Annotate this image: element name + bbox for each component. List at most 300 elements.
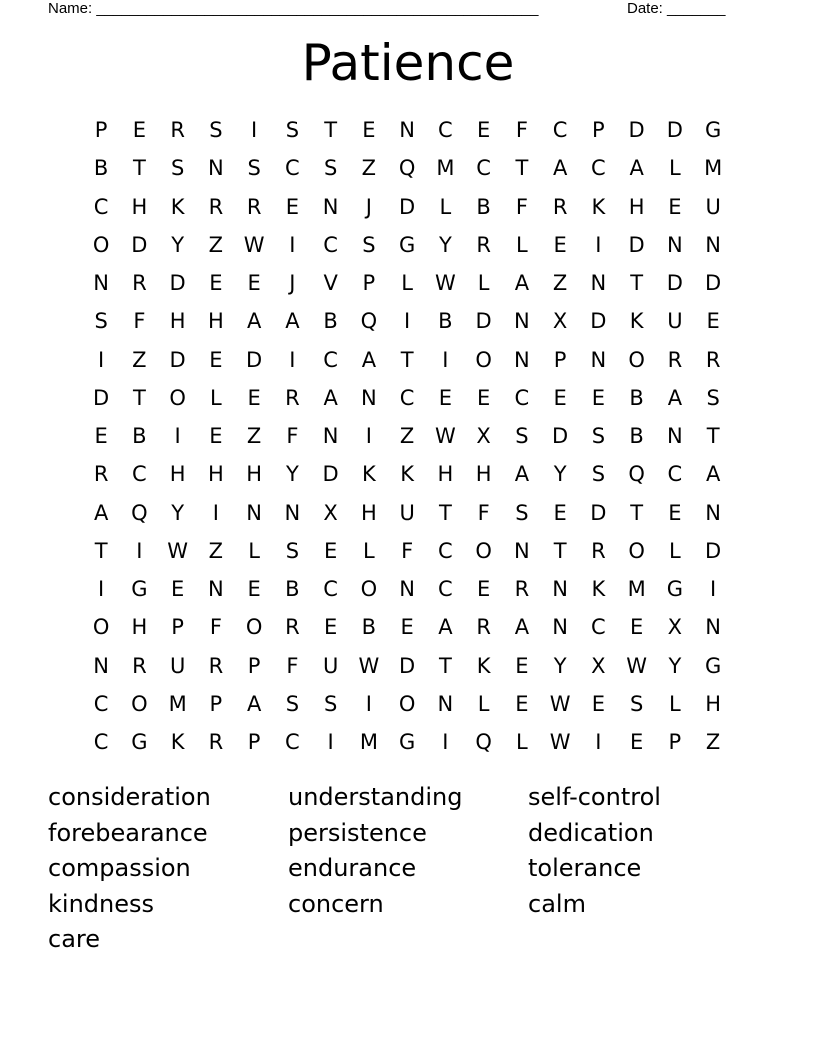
grid-letter: Y	[285, 462, 299, 487]
grid-letter: M	[436, 156, 455, 181]
grid-letter: T	[400, 347, 414, 372]
grid-letter: O	[92, 232, 110, 257]
grid-letter: K	[591, 194, 606, 219]
word-list	[48, 780, 768, 958]
grid-letter: N	[361, 385, 377, 410]
grid-letter: C	[323, 347, 338, 372]
grid-letter: E	[668, 500, 682, 525]
grid-letter: K	[170, 730, 185, 755]
grid-letter: L	[669, 691, 681, 716]
grid-letter: N	[590, 347, 607, 372]
grid-letter: I	[174, 424, 181, 449]
grid-letter: A	[514, 462, 530, 487]
word-list-item: kindness	[48, 889, 154, 918]
grid-letter: I	[595, 730, 602, 755]
grid-letter: H	[360, 500, 377, 525]
grid-letter: E	[706, 309, 720, 334]
grid-letter: A	[705, 462, 721, 487]
grid-letter: P	[209, 691, 223, 716]
grid-letter: O	[475, 347, 492, 372]
grid-letter: R	[285, 385, 300, 410]
grid-letter: W	[549, 730, 571, 755]
grid-letter: E	[668, 194, 682, 219]
grid-letter: Y	[553, 653, 567, 678]
grid-letter: S	[170, 156, 185, 181]
grid-letter: X	[552, 309, 568, 334]
grid-letter: B	[476, 194, 491, 219]
grid-letter: Q	[398, 156, 416, 181]
grid-letter: I	[442, 347, 449, 372]
grid-letter: L	[669, 156, 681, 181]
grid-letter: Y	[438, 232, 452, 257]
grid-letter: G	[704, 118, 722, 143]
grid-letter: S	[629, 691, 644, 716]
grid-letter: D	[590, 500, 607, 525]
word-list-item: calm	[528, 889, 586, 918]
grid-letter: U	[322, 653, 339, 678]
grid-letter: E	[400, 615, 414, 640]
grid-letter: E	[438, 385, 453, 410]
grid-letter: H	[437, 462, 454, 487]
grid-letter: A	[285, 309, 300, 334]
grid-letter: C	[591, 615, 606, 640]
grid-letter: E	[209, 271, 223, 296]
grid-letter: N	[514, 309, 530, 334]
grid-letter: I	[98, 577, 105, 602]
grid-letter: H	[246, 462, 263, 487]
grid-letter: T	[132, 156, 146, 181]
grid-letter: O	[169, 385, 186, 410]
grid-letter: I	[289, 232, 296, 257]
grid-letter: P	[553, 347, 567, 372]
grid-letter: E	[591, 691, 606, 716]
grid-letter: E	[247, 271, 261, 296]
grid-letter: S	[323, 691, 338, 716]
grid-letter: D	[666, 118, 683, 143]
grid-letter: E	[553, 385, 567, 410]
grid-letter: B	[93, 156, 109, 181]
grid-letter: L	[439, 194, 452, 219]
grid-letter: W	[549, 691, 571, 716]
grid-letter: F	[477, 500, 490, 525]
grid-letter: C	[667, 462, 683, 487]
grid-letter: N	[552, 577, 568, 602]
grid-letter: R	[208, 194, 224, 219]
grid-letter: D	[552, 424, 569, 449]
grid-letter: U	[399, 500, 415, 525]
grid-letter: K	[170, 194, 185, 219]
grid-letter: N	[322, 424, 339, 449]
word-list-item: understanding	[288, 783, 463, 811]
grid-letter: B	[323, 309, 338, 334]
grid-letter: M	[359, 730, 378, 755]
grid-letter: E	[247, 385, 261, 410]
grid-letter: C	[438, 118, 453, 143]
grid-letter: H	[475, 462, 492, 487]
grid-letter: U	[705, 194, 721, 219]
grid-letter: N	[399, 577, 415, 602]
grid-letter: R	[246, 194, 262, 219]
grid-letter: Y	[668, 653, 682, 678]
grid-letter: W	[626, 653, 647, 678]
grid-letter: B	[132, 424, 147, 449]
grid-letter: S	[362, 232, 376, 257]
grid-letter: H	[169, 309, 186, 334]
grid-letter: F	[286, 653, 299, 678]
grid-letter: I	[404, 309, 411, 334]
grid-letter: T	[706, 424, 720, 449]
grid-letter: M	[168, 691, 187, 716]
grid-letter: A	[552, 156, 568, 181]
grid-letter: S	[515, 424, 529, 449]
grid-letter: I	[212, 500, 219, 525]
grid-letter: T	[630, 500, 644, 525]
grid-letter: N	[284, 500, 301, 525]
grid-letter: T	[94, 538, 108, 563]
grid-letter: I	[251, 118, 258, 143]
grid-letter: C	[438, 538, 453, 563]
grid-letter: L	[210, 385, 222, 410]
grid-letter: W	[243, 232, 265, 257]
grid-letter: J	[365, 194, 372, 219]
grid-letter: S	[515, 500, 529, 525]
grid-letter: G	[704, 653, 722, 678]
grid-letter: E	[515, 653, 529, 678]
grid-letter: K	[591, 577, 606, 602]
grid-letter: I	[442, 730, 449, 755]
word-list-item: persistence	[288, 818, 427, 847]
grid-letter: D	[628, 232, 645, 257]
page-title: Patience	[301, 34, 515, 92]
grid-letter: N	[208, 577, 224, 602]
grid-letter: L	[363, 538, 375, 563]
grid-letter: F	[401, 538, 414, 563]
word-list-item: concern	[288, 889, 384, 918]
grid-letter: S	[285, 691, 300, 716]
grid-letter: S	[94, 309, 108, 334]
grid-letter: R	[132, 653, 147, 678]
grid-letter: H	[131, 194, 148, 219]
grid-letter: H	[207, 462, 224, 487]
grid-letter: A	[246, 691, 262, 716]
grid-letter: B	[629, 385, 644, 410]
grid-letter: E	[362, 118, 376, 143]
grid-letter: O	[628, 347, 645, 372]
grid-letter: H	[628, 194, 645, 219]
grid-letter: I	[710, 577, 717, 602]
grid-letter: C	[285, 730, 300, 755]
grid-letter: E	[323, 538, 338, 563]
word-list-item: compassion	[48, 854, 191, 883]
grid-letter: O	[398, 691, 416, 716]
grid-letter: U	[169, 653, 186, 678]
grid-letter: O	[131, 691, 148, 716]
grid-letter: C	[93, 730, 109, 755]
grid-letter: H	[169, 462, 186, 487]
grid-letter: A	[246, 309, 262, 334]
grid-letter: L	[401, 271, 413, 296]
grid-letter: A	[629, 156, 644, 181]
grid-letter: I	[327, 730, 334, 755]
grid-letter: L	[477, 271, 490, 296]
grid-letter: L	[248, 538, 260, 563]
grid-letter: D	[590, 309, 607, 334]
grid-letter: K	[400, 462, 415, 487]
grid-letter: N	[246, 500, 262, 525]
grid-letter: Z	[361, 156, 377, 181]
grid-letter: C	[591, 156, 606, 181]
grid-letter: C	[476, 156, 491, 181]
grid-letter: C	[285, 156, 300, 181]
grid-letter: E	[132, 118, 147, 143]
grid-letter: E	[591, 385, 606, 410]
grid-letter: D	[475, 309, 492, 334]
grid-letter: E	[553, 500, 567, 525]
grid-letter: Y	[171, 232, 185, 257]
grid-letter: O	[628, 538, 645, 563]
grid-letter: Q	[628, 462, 645, 487]
grid-letter: P	[247, 730, 261, 755]
grid-letter: A	[323, 385, 338, 410]
grid-letter: T	[553, 538, 567, 563]
grid-letter: Y	[171, 500, 185, 525]
grid-letter: H	[207, 309, 224, 334]
grid-letter: R	[514, 577, 530, 602]
grid-letter: T	[324, 118, 338, 143]
grid-letter: A	[514, 271, 530, 296]
grid-letter: R	[208, 730, 224, 755]
grid-letter: S	[285, 538, 300, 563]
grid-letter: I	[289, 347, 296, 372]
grid-letter: C	[323, 232, 338, 257]
grid-letter: S	[591, 424, 606, 449]
grid-letter: A	[514, 615, 530, 640]
grid-letter: F	[133, 309, 146, 334]
word-list-item: dedication	[528, 818, 654, 847]
grid-letter: C	[323, 577, 338, 602]
grid-letter: F	[286, 424, 299, 449]
grid-letter: N	[208, 156, 224, 181]
grid-letter: F	[209, 615, 222, 640]
grid-letter: C	[514, 385, 530, 410]
grid-letter: C	[552, 118, 568, 143]
grid-letter: E	[285, 194, 300, 219]
grid-letter: C	[93, 194, 109, 219]
grid-letter: E	[323, 615, 338, 640]
grid-letter: B	[438, 309, 453, 334]
grid-letter: V	[323, 271, 338, 296]
grid-letter: N	[705, 500, 721, 525]
grid-letter: E	[476, 385, 491, 410]
grid-letter: R	[705, 347, 721, 372]
grid-letter: A	[361, 347, 377, 372]
word-list-item: forebearance	[48, 818, 208, 847]
grid-letter: P	[247, 653, 261, 678]
grid-letter: S	[591, 462, 606, 487]
grid-letter: C	[93, 691, 109, 716]
word-list-item: consideration	[48, 783, 211, 811]
word-list-item: care	[48, 925, 101, 954]
grid-letter: W	[167, 538, 188, 563]
grid-letter: O	[245, 615, 263, 640]
grid-letter: P	[668, 730, 682, 755]
grid-letter: N	[93, 653, 109, 678]
grid-letter: A	[667, 385, 683, 410]
grid-letter: B	[629, 424, 644, 449]
grid-letter: R	[552, 194, 568, 219]
grid-letter: Z	[246, 424, 262, 449]
grid-letter: N	[590, 271, 607, 296]
grid-letter: L	[516, 730, 528, 755]
grid-letter: D	[399, 194, 416, 219]
grid-letter: D	[705, 271, 722, 296]
grid-letter: E	[476, 577, 491, 602]
grid-letter: D	[169, 347, 186, 372]
grid-letter: N	[322, 194, 339, 219]
letter-grid	[82, 111, 732, 761]
grid-letter: K	[476, 653, 491, 678]
grid-letter: H	[131, 615, 148, 640]
grid-letter: G	[398, 730, 416, 755]
grid-letter: E	[170, 577, 185, 602]
grid-letter: W	[358, 653, 380, 678]
grid-letter: N	[705, 232, 721, 257]
grid-letter: E	[209, 347, 223, 372]
grid-letter: I	[136, 538, 143, 563]
grid-letter: R	[208, 653, 224, 678]
grid-letter: S	[323, 156, 338, 181]
grid-letter: D	[93, 385, 110, 410]
grid-letter: L	[477, 691, 490, 716]
grid-letter: S	[209, 118, 223, 143]
grid-letter: F	[515, 194, 528, 219]
grid-letter: G	[666, 577, 684, 602]
grid-letter: F	[515, 118, 528, 143]
grid-letter: Q	[131, 500, 148, 525]
grid-letter: T	[132, 385, 146, 410]
grid-letter: B	[285, 577, 300, 602]
grid-letter: D	[131, 232, 148, 257]
grid-letter: T	[630, 271, 644, 296]
grid-letter: K	[629, 309, 644, 334]
grid-letter: R	[285, 615, 300, 640]
grid-letter: X	[323, 500, 338, 525]
grid-letter: C	[132, 462, 147, 487]
word-list-item: tolerance	[528, 854, 642, 883]
grid-letter: G	[398, 232, 416, 257]
grid-letter: N	[667, 232, 683, 257]
grid-letter: Z	[208, 232, 224, 257]
grid-letter: R	[476, 615, 491, 640]
grid-letter: D	[666, 271, 683, 296]
grid-letter: C	[399, 385, 415, 410]
grid-letter: I	[365, 424, 372, 449]
grid-letter: Z	[705, 730, 721, 755]
grid-letter: P	[171, 615, 184, 640]
grid-letter: E	[553, 232, 567, 257]
name-field-label: Name: _____________________________________________________	[48, 0, 539, 17]
word-list-item: self-control	[528, 783, 661, 811]
grid-letter: D	[399, 653, 416, 678]
grid-letter: I	[98, 347, 105, 372]
grid-letter: K	[361, 462, 376, 487]
grid-letter: E	[94, 424, 108, 449]
grid-letter: M	[704, 156, 723, 181]
grid-letter: Z	[552, 271, 568, 296]
grid-letter: T	[515, 156, 529, 181]
grid-letter: G	[131, 577, 148, 602]
grid-letter: Z	[208, 538, 224, 563]
grid-letter: L	[516, 232, 528, 257]
grid-letter: N	[667, 424, 683, 449]
grid-letter: R	[476, 232, 491, 257]
grid-letter: N	[514, 538, 530, 563]
grid-letter: R	[132, 271, 147, 296]
grid-letter: S	[706, 385, 720, 410]
grid-letter: E	[476, 118, 491, 143]
grid-letter: Y	[553, 462, 567, 487]
grid-letter: S	[285, 118, 300, 143]
grid-letter: O	[360, 577, 378, 602]
grid-letter: E	[629, 730, 644, 755]
grid-letter: R	[591, 538, 606, 563]
grid-letter: D	[705, 538, 722, 563]
word-list-item: endurance	[288, 854, 417, 883]
grid-letter: I	[595, 232, 602, 257]
grid-letter: O	[475, 538, 492, 563]
grid-letter: R	[667, 347, 683, 372]
grid-letter: P	[592, 118, 605, 143]
grid-letter: A	[438, 615, 453, 640]
grid-letter: E	[629, 615, 644, 640]
grid-letter: Q	[360, 309, 378, 334]
grid-letter: T	[438, 653, 452, 678]
grid-letter: X	[476, 424, 491, 449]
header	[48, 0, 748, 20]
grid-letter: A	[93, 500, 109, 525]
grid-letter: U	[667, 309, 683, 334]
grid-letter: N	[437, 691, 454, 716]
grid-letter: H	[705, 691, 722, 716]
grid-letter: D	[628, 118, 645, 143]
grid-letter: E	[247, 577, 261, 602]
grid-letter: P	[94, 118, 108, 143]
grid-letter: N	[399, 118, 415, 143]
grid-letter: D	[322, 462, 339, 487]
grid-letter: P	[362, 271, 376, 296]
grid-letter: E	[515, 691, 529, 716]
date-field-label: Date: _______	[627, 0, 726, 17]
grid-letter: O	[92, 615, 110, 640]
grid-letter: X	[591, 653, 606, 678]
grid-letter: Z	[132, 347, 147, 372]
grid-letter: G	[131, 730, 148, 755]
grid-letter: D	[246, 347, 263, 372]
grid-letter: C	[438, 577, 453, 602]
grid-letter: Z	[399, 424, 415, 449]
grid-letter: J	[289, 271, 296, 296]
grid-letter: N	[705, 615, 721, 640]
grid-letter: S	[247, 156, 261, 181]
grid-letter: N	[93, 271, 109, 296]
grid-letter: D	[169, 271, 186, 296]
grid-letter: I	[365, 691, 372, 716]
grid-letter: X	[667, 615, 683, 640]
grid-letter: N	[514, 347, 530, 372]
grid-letter: W	[434, 424, 456, 449]
grid-letter: L	[669, 538, 681, 563]
grid-letter: E	[209, 424, 223, 449]
